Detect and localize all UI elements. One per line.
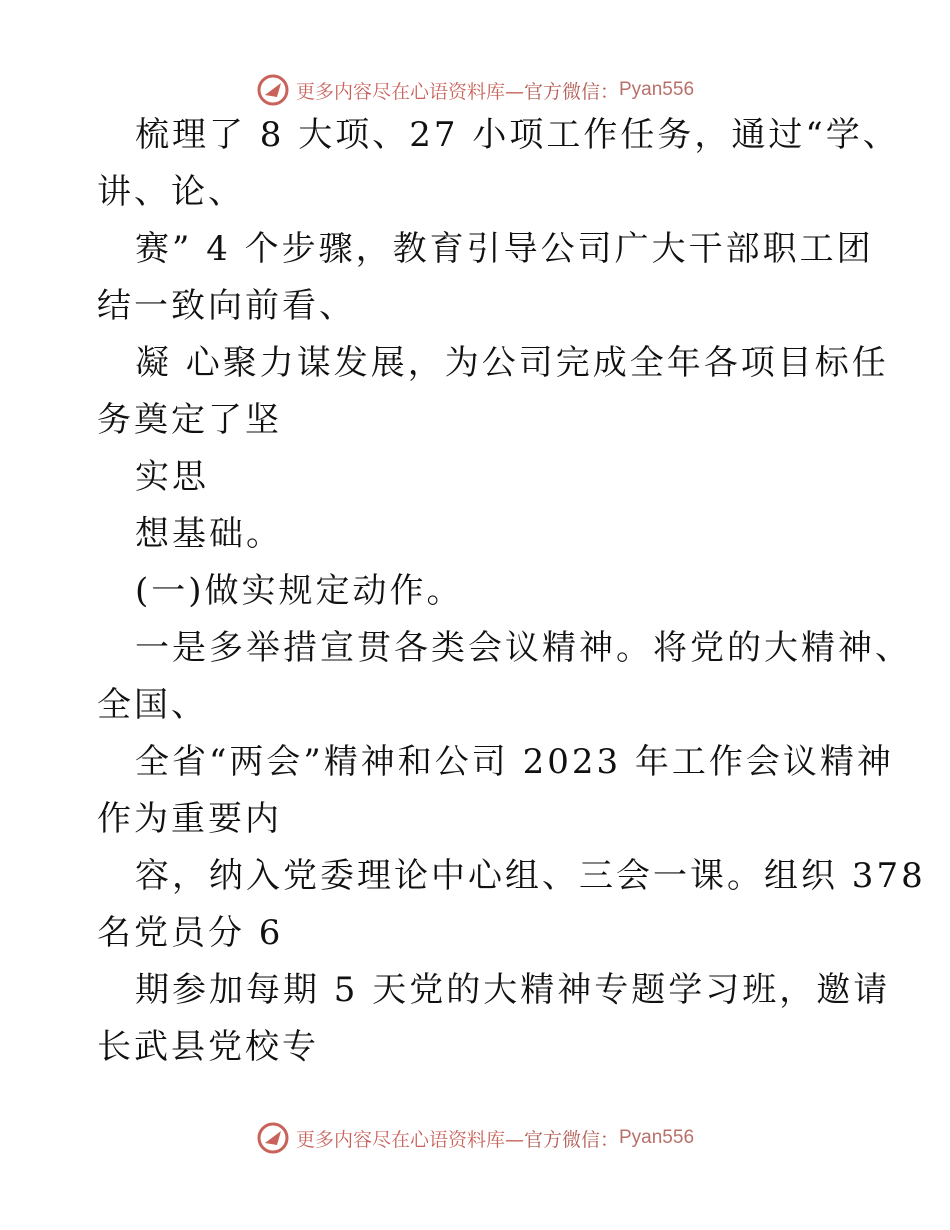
paragraph-line: 赛” 4 个步骤，教育引导公司广大干部职工团 — [135, 229, 874, 269]
paragraph-line: 一是多举措宣贯各类会议精神。将党的大精神、 — [135, 628, 912, 668]
paragraph-line: 务奠定了坚 — [97, 400, 282, 440]
paragraph-line: 讲、论、 — [97, 172, 245, 212]
paragraph-line: 名党员分 6 — [97, 913, 284, 953]
watermark-wechat-label: 官方微信： — [523, 1128, 619, 1151]
paragraph-line: 结一致向前看、 — [97, 286, 356, 326]
watermark-wechat-id: Pyan556 — [619, 1127, 695, 1148]
watermark-wechat-label: 官方微信： — [523, 80, 619, 103]
paragraph-line: 实思 — [135, 457, 209, 497]
paragraph-line: 全国、 — [97, 685, 208, 725]
watermark-main-text: 更多内容尽在心语资料库— — [295, 80, 524, 103]
paragraph-line: 凝 心聚力谋发展，为公司完成全年各项目标任 — [135, 343, 889, 383]
paragraph-line: 期参加每期 5 天党的大精神专题学习班，邀请 — [135, 970, 891, 1010]
paragraph-line: 想基础。 — [135, 514, 283, 554]
document-body — [97, 115, 926, 1087]
paragraph-line: 长武县党校专 — [97, 1027, 319, 1067]
paragraph-line: 梳理了 8 大项、27 小项工作任务，通过“学、 — [135, 115, 900, 155]
paragraph-line: (一)做实规定动作。 — [135, 571, 464, 611]
logo-icon — [256, 73, 290, 107]
logo-icon — [256, 1121, 290, 1155]
paragraph-line: 全省“两会”精神和公司 2023 年工作会议精神 — [135, 742, 894, 782]
paragraph-line: 作为重要内 — [97, 799, 282, 839]
watermark-footer — [0, 1118, 950, 1158]
watermark-main-text: 更多内容尽在心语资料库— — [295, 1128, 524, 1151]
watermark-header — [0, 70, 950, 110]
paragraph-line: 容，纳入党委理论中心组、三会一课。组织 378 — [135, 856, 926, 896]
watermark-wechat-id: Pyan556 — [619, 79, 695, 100]
